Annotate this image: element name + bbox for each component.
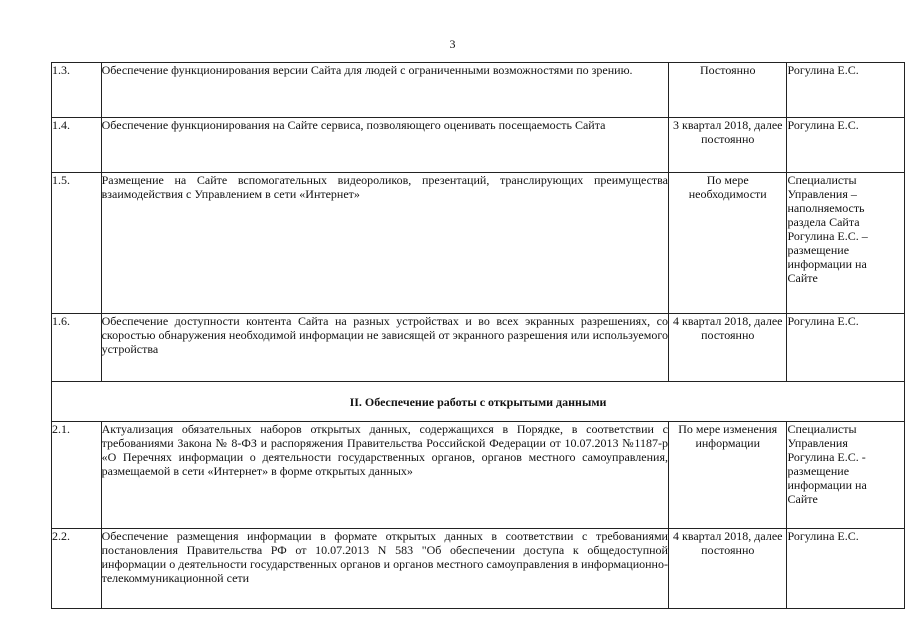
table-row (52, 63, 905, 118)
row-number: 1.4. (52, 118, 102, 173)
section-header-row (52, 382, 905, 422)
table-row (52, 173, 905, 314)
responsible-line: Специалисты (787, 173, 857, 187)
responsible-line: Сайте (787, 271, 818, 285)
responsible-line: Управления – (787, 187, 857, 201)
task-description: Обеспечение функционирования версии Сайта для людей с ограниченными возможностями по зрению. (101, 63, 668, 118)
row-number: 2.1. (52, 422, 102, 529)
table-row (52, 118, 905, 173)
responsible-line: Специалисты (787, 422, 857, 436)
deadline: 4 квартал 2018, далее постоянно (668, 529, 787, 609)
responsible-line: раздела Сайта (787, 215, 860, 229)
responsible-line: Управления (787, 436, 848, 450)
responsible (787, 118, 905, 173)
responsible-line: Рогулина Е.С. (787, 63, 859, 77)
responsible-line: Рогулина Е.С. – (787, 229, 868, 243)
responsible-line: Рогулина Е.С. (787, 314, 859, 328)
responsible-line: информации на (787, 257, 867, 271)
task-description: Актуализация обязательных наборов открытых данных, содержащихся в Порядке, в соответствии с требованиями Закона № 8-ФЗ и распоряжения Правительства Российской Федерации от 10.07.2013 №1187-р «О Перечнях информации о деятельности государственных органов, органов местного самоуправления, размещаемой в сети «Интернет» в форме открытых данных» (101, 422, 668, 529)
responsible (787, 63, 905, 118)
responsible-line: информации на (787, 478, 867, 492)
row-number: 2.2. (52, 529, 102, 609)
deadline: 3 квартал 2018, далее постоянно (668, 118, 787, 173)
page-number: 3 (449, 37, 456, 51)
task-description: Обеспечение доступности контента Сайта на разных устройствах и во всех экранных разрешениях, со скоростью обнаружения необходимой информации не зависящей от экранного разрешения или используемого устройства (101, 314, 668, 382)
task-description: Обеспечение размещения информации в формате открытых данных в соответствии с требованиями постановления Правительства РФ от 10.07.2013 N 583 "Об обеспечении доступа к общедоступной информации о деятельности государственных органов и органов местного самоуправления в информационно-телекоммуникационной сети (101, 529, 668, 609)
responsible (787, 422, 905, 529)
responsible-line: наполняемость (787, 201, 865, 215)
deadline: По мере изменения информации (668, 422, 787, 529)
responsible (787, 173, 905, 314)
responsible-line: Рогулина Е.С. - (787, 450, 866, 464)
task-description: Обеспечение функционирования на Сайте сервиса, позволяющего оценивать посещаемость Сайта (101, 118, 668, 173)
row-number: 1.5. (52, 173, 102, 314)
row-number: 1.6. (52, 314, 102, 382)
task-description: Размещение на Сайте вспомогательных видеороликов, презентаций, транслирующих преимущества взаимодействия с Управлением в сети «Интернет» (101, 173, 668, 314)
responsible (787, 314, 905, 382)
responsible (787, 529, 905, 609)
deadline: Постоянно (668, 63, 787, 118)
deadline: По мере необходимости (668, 173, 787, 314)
section-title: II. Обеспечение работы с открытыми данными (52, 382, 905, 422)
deadline: 4 квартал 2018, далее постоянно (668, 314, 787, 382)
row-number: 1.3. (52, 63, 102, 118)
table-row (52, 314, 905, 382)
plan-table (51, 62, 905, 609)
table-row (52, 422, 905, 529)
responsible-line: размещение (787, 243, 850, 257)
responsible-line: Сайте (787, 492, 818, 506)
responsible-line: размещение (787, 464, 850, 478)
responsible-line: Рогулина Е.С. (787, 118, 859, 132)
responsible-line: Рогулина Е.С. (787, 529, 859, 543)
table-row (52, 529, 905, 609)
